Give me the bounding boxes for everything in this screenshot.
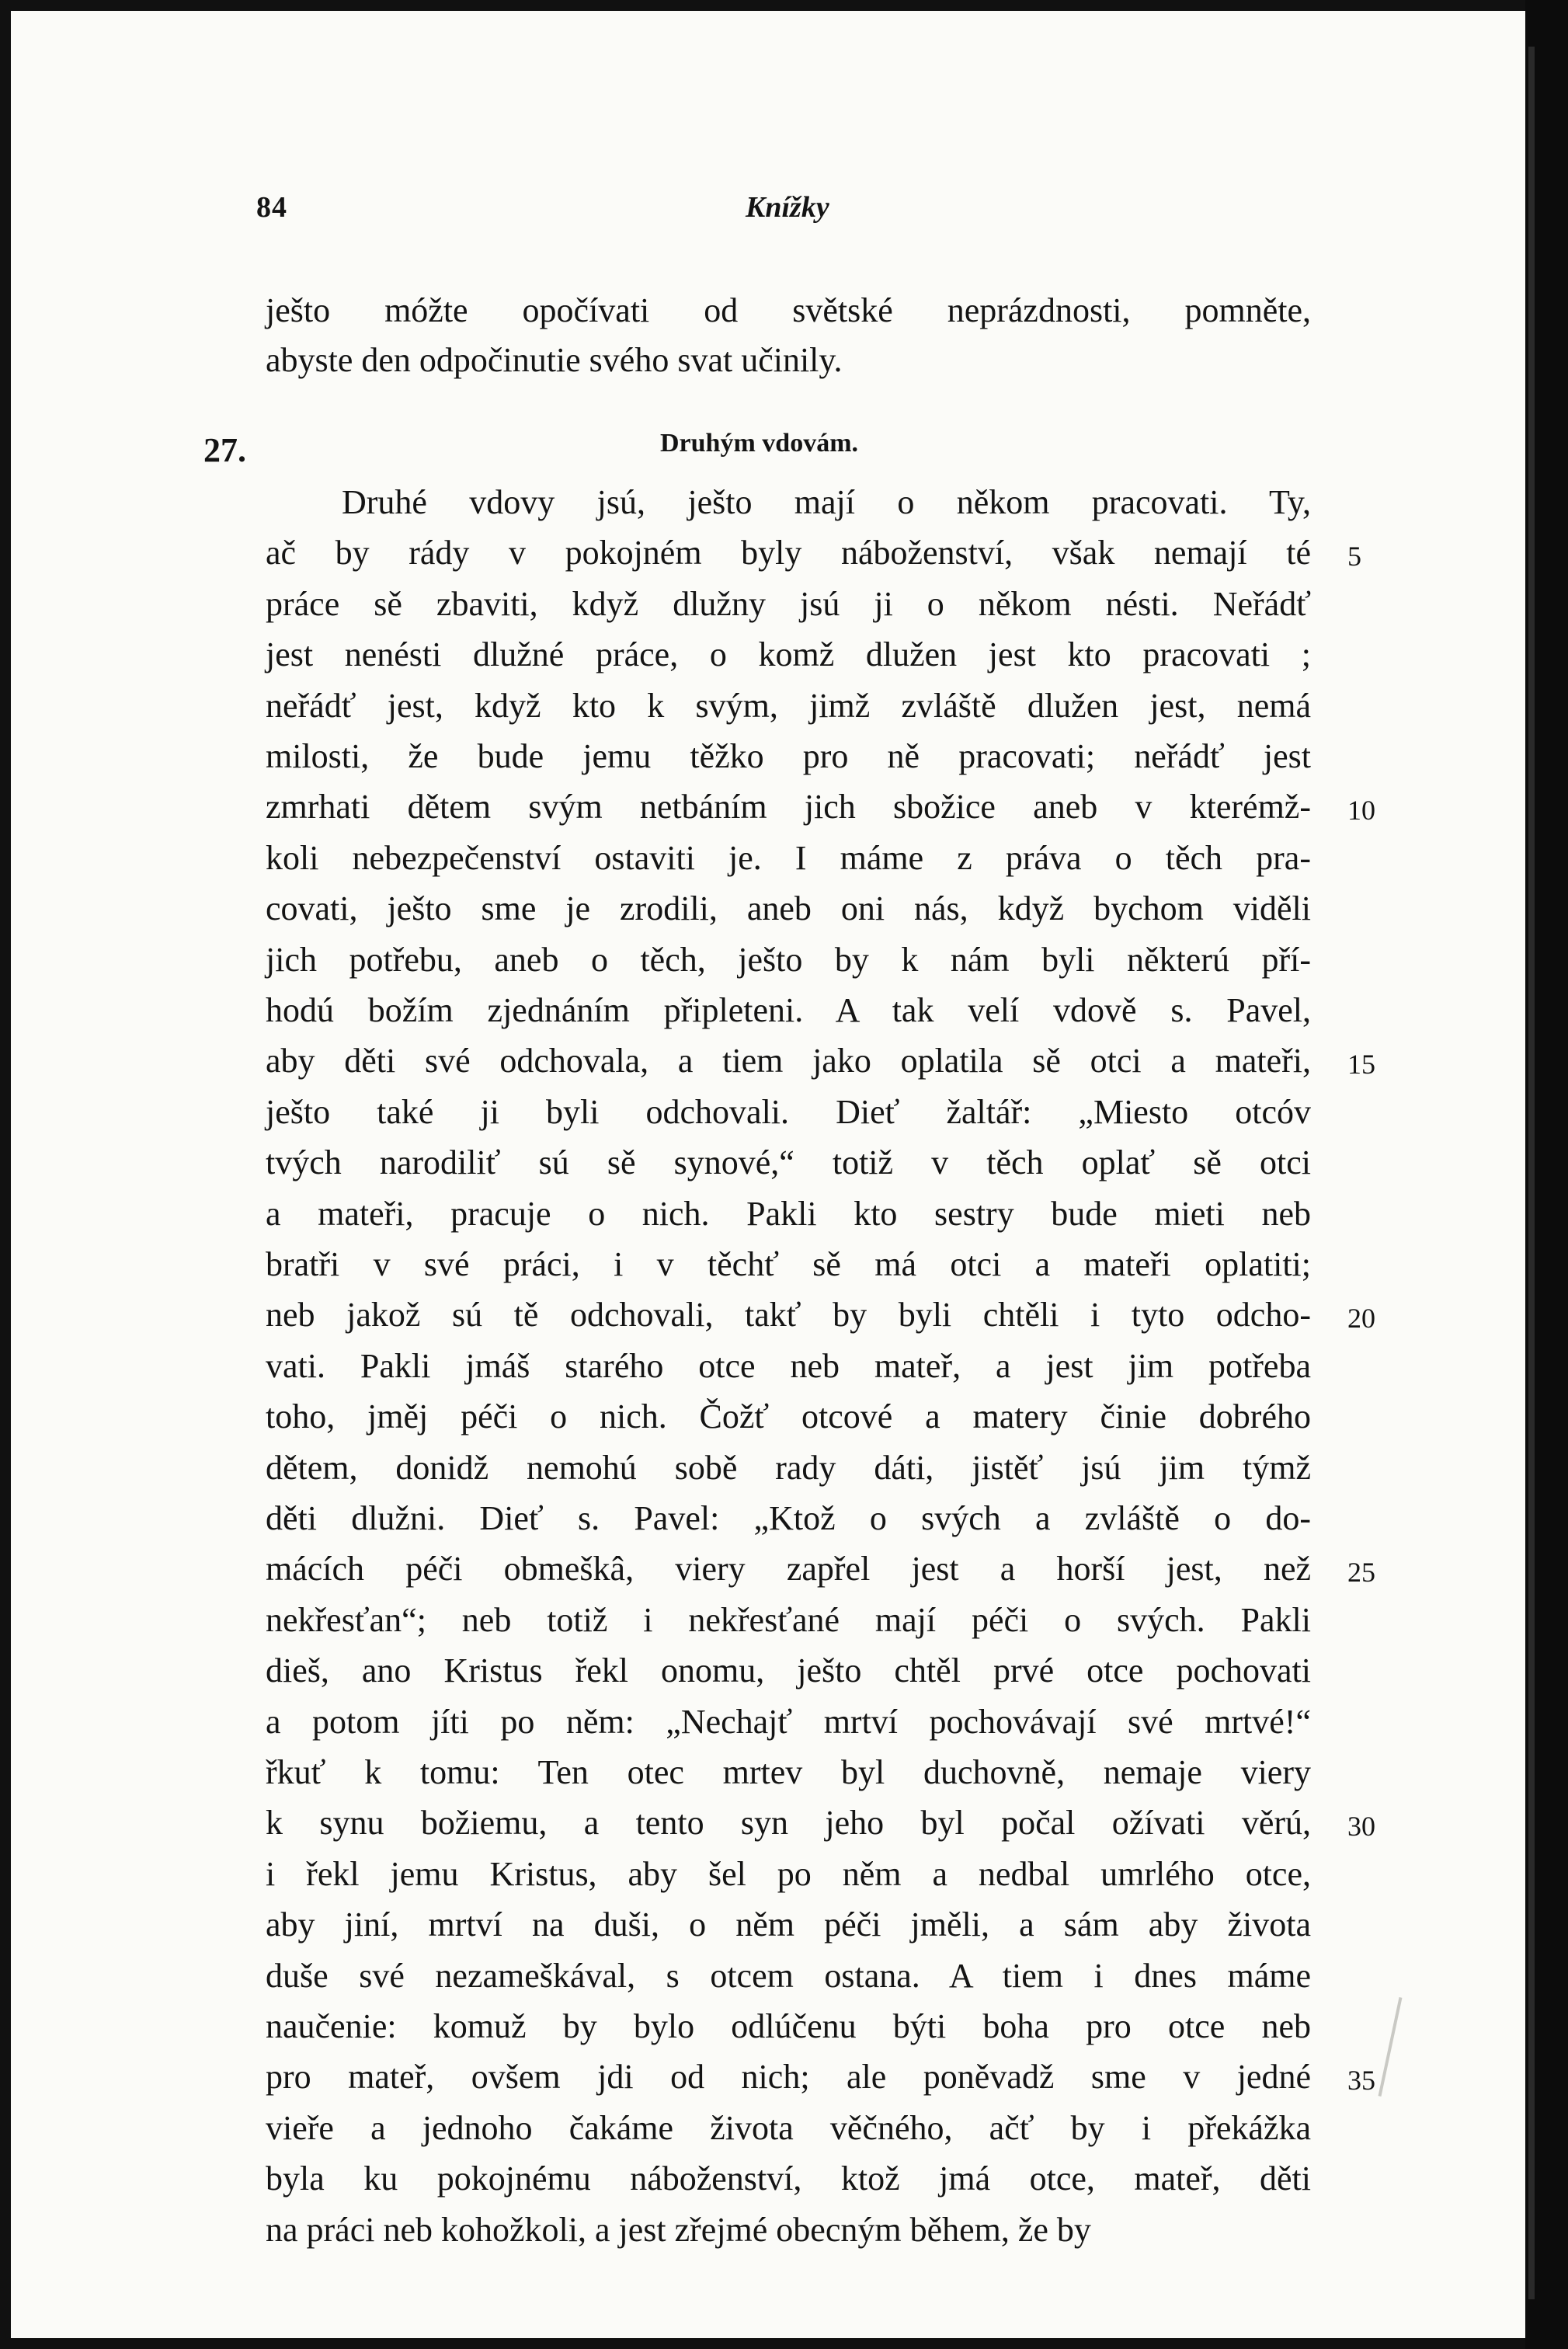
text-line: dieš, ano Kristus řekl onomu, ješto chtěl prvé otce pochovati: [266, 1651, 1311, 1690]
section-title: Druhým vdovám.: [660, 429, 859, 458]
text-line: a mateři, pracuje o nich. Pakli kto sestry bude mieti neb: [266, 1195, 1311, 1233]
text-line: covati, ješto sme je zrodili, aneb oni nás, když bychom viděli: [266, 889, 1311, 927]
text-line: ač by rády v pokojném byly náboženství, však nemají té: [266, 534, 1311, 572]
margin-line-number: 35: [1347, 2065, 1375, 2096]
text-line: vati. Pakli jmáš starého otce neb mateř, a jest jim potřeba: [266, 1347, 1311, 1385]
margin-line-number: 15: [1347, 1049, 1375, 1080]
text-line: řkuť k tomu: Ten otec mrtev byl duchovně, nemaje viery: [266, 1753, 1311, 1791]
text-line: jich potřebu, aneb o těch, ješto by k nám byli některú pří-: [266, 941, 1311, 979]
text-line: mácích péči obmeškâ, viery zapřel jest a horší jest, než: [266, 1550, 1311, 1588]
text-line: děti dlužni. Dieť s. Pavel: „Ktož o svých a zvláště o do-: [266, 1499, 1311, 1537]
text-line: k synu božiemu, a tento syn jeho byl počal ožívati věrú,: [266, 1804, 1311, 1842]
text-line: nekřesťan“; neb totiž i nekřesťané mají péči o svých. Pakli: [266, 1601, 1311, 1639]
text-line: dětem, donidž nemohú sobě rady dáti, jistěť jsú jim týmž: [266, 1449, 1311, 1487]
text-line: pro mateř, ovšem jdi od nich; ale poněvadž sme v jedné: [266, 2058, 1311, 2096]
section-number: 27.: [203, 431, 246, 469]
text-line: bratři v své práci, i v těchť sě má otci a mateři oplatiti;: [266, 1245, 1311, 1283]
margin-line-number: 30: [1347, 1811, 1375, 1842]
text-line: ješto také ji byli odchovali. Dieť žaltář: „Miesto otcóv: [266, 1093, 1311, 1131]
text-line: aby děti své odchovala, a tiem jako oplatila sě otci a mateři,: [266, 1042, 1311, 1080]
text-line: a potom jíti po něm: „Nechajť mrtví pochovávají své mrtvé!“: [266, 1703, 1311, 1741]
text-line: jest nenésti dlužné práce, o komž dlužen jest kto pracovati ;: [266, 635, 1311, 673]
text-line: byla ku pokojnému náboženství, ktož jmá otce, mateř, děti: [266, 2159, 1311, 2198]
running-title: Knížky: [746, 191, 829, 224]
margin-line-number: 25: [1347, 1557, 1375, 1588]
text-line: Druhé vdovy jsú, ješto mají o někom pracovati. Ty,: [342, 483, 1311, 521]
text-line: milosti, že bude jemu těžko pro ně pracovati; neřádť jest: [266, 737, 1311, 775]
text-line: koli nebezpečenství ostaviti je. I máme z práva o těch pra-: [266, 839, 1311, 877]
text-line: neřádť jest, když kto k svým, jimž zvláště dlužen jest, nemá: [266, 687, 1311, 725]
text-line: vieře a jednoho čakáme života věčného, ačť by i překážka: [266, 2109, 1311, 2147]
text-line: naučenie: komuž by bylo odlúčenu býti boha pro otce neb: [266, 2007, 1311, 2045]
margin-line-number: 5: [1347, 541, 1361, 572]
margin-line-number: 10: [1347, 795, 1375, 826]
text-line: hodú božím zjednáním připleteni. A tak velí vdově s. Pavel,: [266, 991, 1311, 1029]
margin-line-number: 20: [1347, 1303, 1375, 1334]
text-line: na práci neb kohožkoli, a jest zřejmé obecným během, že by: [266, 2211, 1091, 2249]
text-line: práce sě zbaviti, když dlužny jsú ji o někom nésti. Neřádť: [266, 585, 1311, 623]
intro-line: ješto móžte opočívati od světské neprázdnosti, pomněte,: [266, 291, 1311, 329]
text-line: duše své nezameškával, s otcem ostana. A tiem i dnes máme: [266, 1957, 1311, 1995]
text-line: aby jiní, mrtví na duši, o něm péči jměli, a sám aby života: [266, 1905, 1311, 1944]
page-number: 84: [256, 191, 287, 224]
scan-edge-shadow: [1528, 47, 1535, 2299]
text-line: neb jakož sú tě odchovali, takť by byli chtěli i tyto odcho-: [266, 1296, 1311, 1334]
intro-line: abyste den odpočinutie svého svat učinily.: [266, 341, 843, 379]
text-line: tvých narodiliť sú sě synové,“ totiž v těch oplať sě otci: [266, 1143, 1311, 1181]
text-line: toho, jměj péči o nich. Čožť otcové a matery činie dobrého: [266, 1397, 1311, 1436]
text-line: i řekl jemu Kristus, aby šel po něm a nedbal umrlého otce,: [266, 1855, 1311, 1893]
text-line: zmrhati dětem svým netbáním jich sbožice aneb v kterémž-: [266, 788, 1311, 826]
